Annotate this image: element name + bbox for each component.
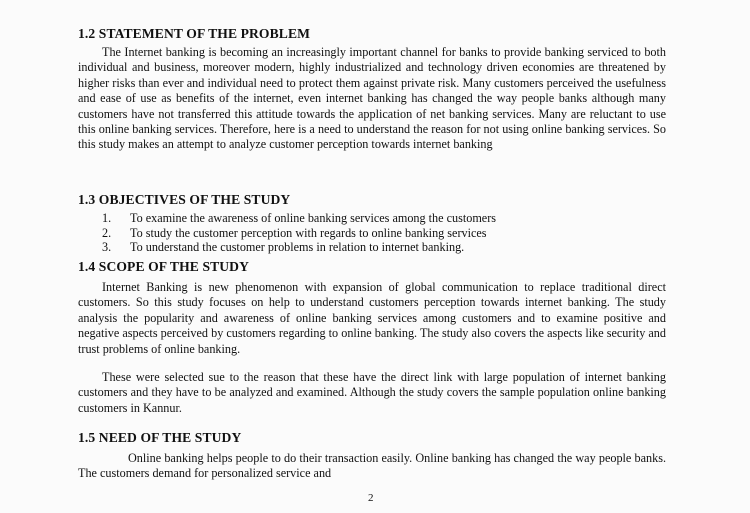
list-item xyxy=(102,211,496,226)
heading-scope: 1.4 SCOPE OF THE STUDY xyxy=(78,259,250,274)
list-item-number: 2. xyxy=(102,225,112,240)
list-item xyxy=(102,240,496,255)
paragraph-statement-of-problem: The Internet banking is becoming an increasingly important channel for banks to provide banking serviced to both individual and business, moreover modern, highly industrialized and technology driven economies are threatened by higher risks than ever and individual need to protect them against private risk. Many customers perceived the usefulness and ease of use as benefits of the internet, even internet banking has changed the way people banks although many customers have not transferred this attitude towards the application of net banking services. Many are reluctant to use this online banking services. Therefore, here is a need to understand the reason for not using online banking services. So this study makes an attempt to analyze customer perception towards internet banking xyxy=(78,45,666,152)
paragraph-scope-1: Internet Banking is new phenomenon with expansion of global communication to replace traditional direct customers. So this study focuses on help to understand customers perception towards internet banking. The study analysis the popularity and awareness of online banking services among customers and to examine positive and negative aspects perceived by customers regarding to online banking. The study also covers the aspects like security and trust problems of online banking. xyxy=(78,280,666,356)
objectives-list xyxy=(102,211,496,255)
list-item-number: 3. xyxy=(102,240,112,255)
list-item-text: To understand the customer problems in relation to internet banking. xyxy=(130,240,465,255)
list-item-text: To examine the awareness of online banking services among the customers xyxy=(130,211,497,225)
list-item xyxy=(102,226,496,241)
list-item-text: To study the customer perception with regards to online banking services xyxy=(130,225,487,240)
paragraph-scope-2: These were selected sue to the reason that these have the direct link with large population of internet banking customers and they have to be analyzed and examined. Although the study covers the sample population online banking customers in Kannur. xyxy=(78,370,666,415)
heading-objectives: 1.3 OBJECTIVES OF THE STUDY xyxy=(78,192,291,207)
page-number: 2 xyxy=(368,492,374,504)
heading-need: 1.5 NEED OF THE STUDY xyxy=(78,430,242,445)
list-item-number: 1. xyxy=(102,211,112,225)
paragraph-need: Online banking helps people to do their transaction easily. Online banking has changed the way people banks. The customers demand for personalized service and xyxy=(78,451,666,481)
heading-statement-of-problem: 1.2 STATEMENT OF THE PROBLEM xyxy=(78,26,311,41)
